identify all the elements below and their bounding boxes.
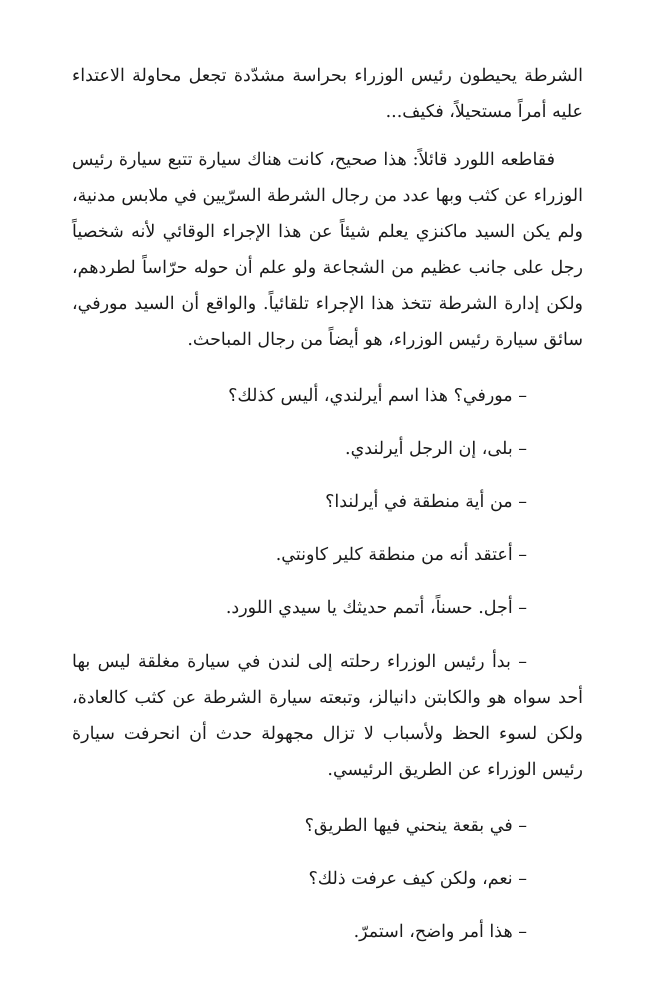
paragraph-continuation: الشرطة يحيطون رئيس الوزراء بحراسة مشدّدة تجعل محاولة الاعتداء عليه أمراً مستحيلاً، فكيف... [72, 66, 583, 122]
book-page [72, 58, 583, 950]
dialogue-line-irish-answer: – بلى، إن الرجل أيرلندي. [345, 439, 527, 459]
dialogue-line-region-answer: – أعتقد أنه من منطقة كلير كاونتي. [275, 545, 527, 565]
dialogue-line-bend-question: – في بقعة ينحني فيها الطريق؟ [304, 816, 527, 836]
dialogue-line-how-known: – نعم، ولكن كيف عرفت ذلك؟ [308, 869, 527, 889]
paragraph-journey-account: – بدأ رئيس الوزراء رحلته إلى لندن في سيارة مغلقة ليس بها أحد سواه هو والكابتن دانيالز، وتبعته سيارة الشرطة عن كثب كالعادة، ولكن لسوء الحظ ولأسباب لا تزال مجهولة حدث أن انحرفت سيارة رئيس الوزراء عن الطريق الرئيسي. [72, 652, 583, 780]
dialogue-line-region-question: – من أية منطقة في أيرلندا؟ [325, 492, 527, 512]
paragraph-lord-explains: فقاطعه اللورد قائلاً: هذا صحيح، كانت هناك سيارة تتبع سيارة رئيس الوزراء عن كثب وبها عدد من رجال الشرطة السرّيين في ملابس مدنية، ولم يكن السيد ماكنزي يعلم شيئاً عن هذا الإجراء الوقائي لأنه شخصياً رجل على جانب عظيم من الشجاعة ولو علم أن حوله حرّاساً لطردهم، ولكن إدارة الشرطة تتخذ هذا الإجراء تلقائياً. والواقع أن السيد مورفي، سائق سيارة رئيس الوزراء، هو أيضاً من رجال المباحث. [72, 150, 583, 350]
dialogue-line-murphy-question: – مورفي؟ هذا اسم أيرلندي، أليس كذلك؟ [228, 386, 527, 406]
dialogue-line-obvious: – هذا أمر واضح، استمرّ. [353, 922, 527, 942]
dialogue-line-continue-request: – أجل. حسناً، أتمم حديثك يا سيدي اللورد. [225, 598, 527, 618]
